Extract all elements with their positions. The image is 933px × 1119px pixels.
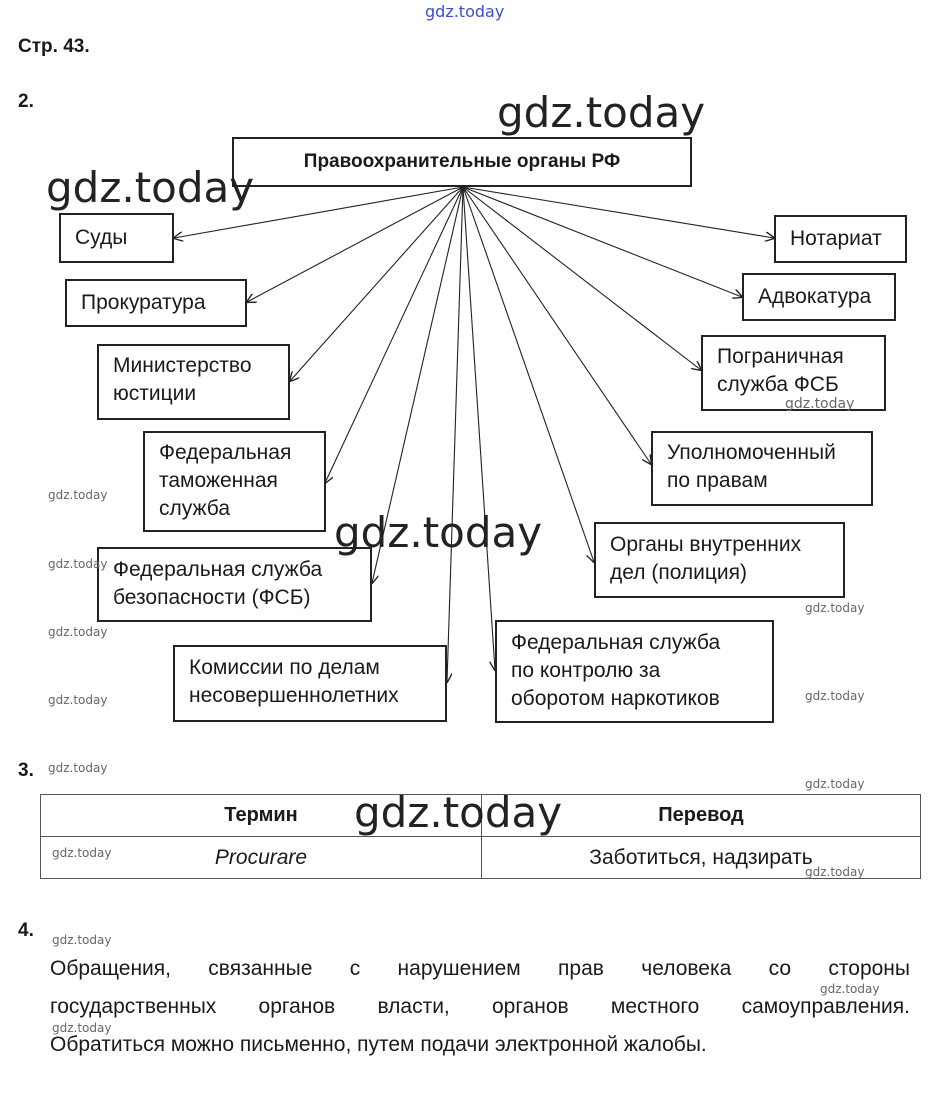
box-customs-line: служба bbox=[159, 497, 230, 520]
box-police-line: Органы внутренних bbox=[610, 533, 802, 556]
box-drug-control bbox=[495, 620, 774, 723]
watermark: gdz.today bbox=[805, 865, 865, 879]
watermark: gdz.today bbox=[497, 88, 706, 137]
box-drug-line: Федеральная служба bbox=[511, 631, 721, 654]
center-box-label: Правоохранительные органы РФ bbox=[303, 151, 621, 172]
box-sudy-label: Суды bbox=[75, 226, 128, 249]
arrow-to-border bbox=[463, 187, 701, 370]
watermark: gdz.today bbox=[785, 396, 855, 412]
table-row bbox=[41, 837, 921, 879]
box-notariat-label: Нотариат bbox=[790, 227, 882, 250]
task-2-number: 2. bbox=[18, 91, 34, 112]
watermark: gdz.today bbox=[52, 846, 112, 860]
answer-line: государственных органов власти, органов местного самоуправления. bbox=[50, 995, 910, 1018]
watermark: gdz.today bbox=[334, 508, 543, 557]
arrow-to-police bbox=[463, 187, 594, 562]
box-customs-line: Федеральная bbox=[159, 441, 292, 464]
watermark: gdz.today bbox=[48, 557, 108, 571]
box-ombudsman-line: Уполномоченный bbox=[667, 441, 836, 464]
box-police bbox=[594, 522, 845, 598]
task-4-number: 4. bbox=[18, 920, 34, 941]
watermark: gdz.today bbox=[52, 933, 112, 947]
watermark: gdz.today bbox=[48, 488, 108, 502]
term-cell: Procurare bbox=[41, 837, 482, 879]
box-advokatura-label: Адвокатура bbox=[758, 285, 872, 308]
box-commissions-line: несовершеннолетних bbox=[189, 684, 399, 707]
arrow-to-ombudsman bbox=[463, 187, 651, 464]
box-minjust bbox=[97, 344, 290, 420]
watermark: gdz.today bbox=[354, 788, 563, 837]
answer-line: Обращения, связанные с нарушением прав человека со стороны bbox=[50, 957, 910, 980]
box-police-line: дел (полиция) bbox=[610, 561, 748, 584]
box-sudy bbox=[59, 213, 174, 263]
watermark: gdz.today bbox=[805, 777, 865, 791]
arrow-to-drug-control bbox=[463, 187, 495, 670]
page-label: Стр. 43. bbox=[18, 36, 90, 57]
box-customs-line: таможенная bbox=[159, 469, 278, 492]
box-drug-line: оборотом наркотиков bbox=[511, 687, 720, 710]
watermark: gdz.today bbox=[805, 601, 865, 615]
col-term-header: Термин bbox=[41, 795, 482, 837]
box-fsb-line: безопасности (ФСБ) bbox=[113, 586, 311, 609]
box-minjust-line: юстиции bbox=[113, 382, 197, 405]
box-commissions-line: Комиссии по делам bbox=[189, 656, 380, 679]
watermark: gdz.today bbox=[48, 625, 108, 639]
watermark: gdz.today bbox=[805, 689, 865, 703]
arrow-to-commissions bbox=[447, 187, 463, 682]
box-customs bbox=[143, 431, 326, 532]
arrow-to-minjust bbox=[290, 187, 463, 381]
watermark: gdz.today bbox=[820, 982, 880, 996]
translation-cell: Заботиться, надзирать bbox=[482, 837, 921, 879]
col-translation-header: Перевод bbox=[482, 795, 921, 837]
arrow-to-advokatura bbox=[463, 187, 742, 297]
watermark: gdz.today bbox=[48, 761, 108, 775]
box-ombudsman bbox=[651, 431, 873, 506]
box-drug-line: по контролю за bbox=[511, 659, 661, 682]
arrow-to-prokuratura bbox=[247, 187, 463, 302]
box-commissions bbox=[173, 645, 447, 722]
task-3-number: 3. bbox=[18, 760, 34, 781]
arrow-to-customs bbox=[325, 187, 463, 483]
answer-line: Обратиться можно письменно, путем подачи электронной жалобы. bbox=[50, 1033, 707, 1056]
box-minjust-line: Министерство bbox=[113, 354, 252, 377]
watermark: gdz.today bbox=[52, 1021, 112, 1035]
box-advokatura bbox=[742, 273, 896, 321]
box-fsb bbox=[97, 547, 372, 622]
box-fsb-line: Федеральная служба bbox=[113, 558, 323, 581]
box-border-line: служба ФСБ bbox=[717, 373, 839, 396]
box-notariat bbox=[774, 215, 907, 263]
box-prokuratura bbox=[65, 279, 247, 327]
arrow-to-notariat bbox=[463, 187, 774, 238]
watermark: gdz.today bbox=[48, 693, 108, 707]
answer-paragraph bbox=[50, 950, 910, 1064]
box-ombudsman-line: по правам bbox=[667, 469, 768, 492]
box-prokuratura-label: Прокуратура bbox=[81, 291, 206, 314]
top-watermark: gdz.today bbox=[425, 2, 505, 21]
watermark: gdz.today bbox=[46, 163, 255, 212]
center-box-law-enforcement bbox=[232, 137, 692, 187]
box-border-line: Пограничная bbox=[717, 345, 844, 368]
